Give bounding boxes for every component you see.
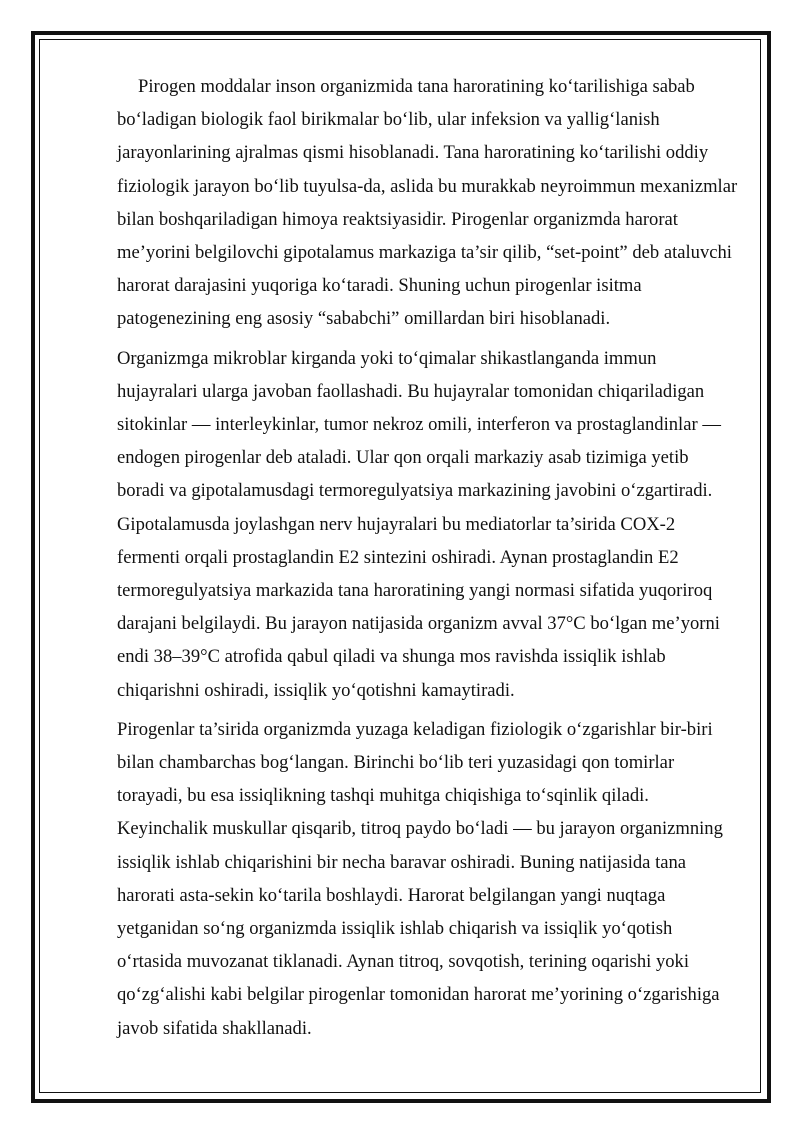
document-body xyxy=(117,70,742,1051)
text-line: o‘rtasida muvozanat tiklanadi. Aynan titroq, sovqotish, terining oqarishi yoki xyxy=(117,951,690,973)
text-line: yetganidan so‘ng organizmda issiqlik ishlab chiqarish va issiqlik yo‘qotish xyxy=(117,918,673,940)
text-line: me’yorini belgilovchi gipotalamus markaziga ta’sir qilib, “set-point” deb ataluvchi xyxy=(117,242,732,264)
text-line: endi 38–39°C atrofida qabul qiladi va shunga mos ravishda issiqlik ishlab xyxy=(117,646,666,668)
text-line: bilan chambarchas bog‘langan. Birinchi bo‘lib teri yuzasidagi qon tomirlar xyxy=(117,752,675,774)
text-line: fiziologik jarayon bo‘lib tuyulsa-da, aslida bu murakkab neyroimmun mexanizmlar xyxy=(117,175,738,197)
text-line: Keyinchalik muskullar qisqarib, titroq paydo bo‘ladi — bu jarayon organizmning xyxy=(117,818,723,840)
text-line: termoregulyatsiya markazida tana haroratining yangi normasi sifatida yuqoriroq xyxy=(117,580,713,602)
text-line: fermenti orqali prostaglandin E2 sintezini oshiradi. Aynan prostaglandin E2 xyxy=(117,546,679,568)
text-line: jarayonlarining ajralmas qismi hisoblanadi. Tana haroratining ko‘tarilishi oddiy xyxy=(117,142,709,164)
text-line: Gipotalamusda joylashgan nerv hujayralari bu mediatorlar ta’sirida COX-2 xyxy=(117,513,676,535)
text-line: Pirogen moddalar inson organizmida tana haroratining ko‘tarilishiga sabab xyxy=(138,76,695,97)
text-line: qo‘zg‘alishi kabi belgilar pirogenlar tomonidan harorat me’yorining o‘zgarishiga xyxy=(117,984,720,1006)
text-line: patogenezining eng asosiy “sababchi” omillardan biri hisoblanadi. xyxy=(117,308,611,330)
text-line: javob sifatida shakllanadi. xyxy=(117,1017,312,1039)
text-line: bilan boshqariladigan himoya reaktsiyasidir. Pirogenlar organizmda harorat xyxy=(117,208,678,230)
text-line: Organizmga mikroblar kirganda yoki to‘qimalar shikastlanganda immun xyxy=(117,347,657,369)
text-line: hujayralari ularga javoban faollashadi. Bu hujayralar tomonidan chiqariladigan xyxy=(117,380,705,402)
text-line: darajani belgilaydi. Bu jarayon natijasida organizm avval 37°C bo‘lgan me’yorni xyxy=(117,613,720,635)
paragraph-2 xyxy=(117,342,742,707)
text-line: harorat darajasini yuqoriga ko‘taradi. Shuning uchun pirogenlar isitma xyxy=(117,275,642,297)
text-line: endogen pirogenlar deb ataladi. Ular qon orqali markaziy asab tizimiga yetib xyxy=(117,447,689,469)
text-line: Pirogenlar ta’sirida organizmda yuzaga keladigan fiziologik o‘zgarishlar bir-biri xyxy=(117,718,713,740)
text-line: harorati asta-sekin ko‘tarila boshlaydi. Harorat belgilangan yangi nuqtaga xyxy=(117,884,666,906)
text-line: bo‘ladigan biologik faol birikmalar bo‘lib, ular infeksion va yallig‘lanish xyxy=(117,109,660,131)
paragraph-1 xyxy=(117,70,742,336)
text-line: sitokinlar — interleykinlar, tumor nekroz omili, interferon va prostaglandinlar — xyxy=(117,414,721,436)
text-line: issiqlik ishlab chiqarishini bir necha baravar oshiradi. Buning natijasida tana xyxy=(117,851,687,873)
text-line: torayadi, bu esa issiqlikning tashqi muhitga chiqishiga to‘sqinlik qiladi. xyxy=(117,785,649,807)
paragraph-3 xyxy=(117,713,742,1045)
text-line: chiqarishni oshiradi, issiqlik yo‘qotishni kamaytiradi. xyxy=(117,679,515,701)
text-line: boradi va gipotalamusdagi termoregulyatsiya markazining javobini o‘zgartiradi. xyxy=(117,480,713,502)
